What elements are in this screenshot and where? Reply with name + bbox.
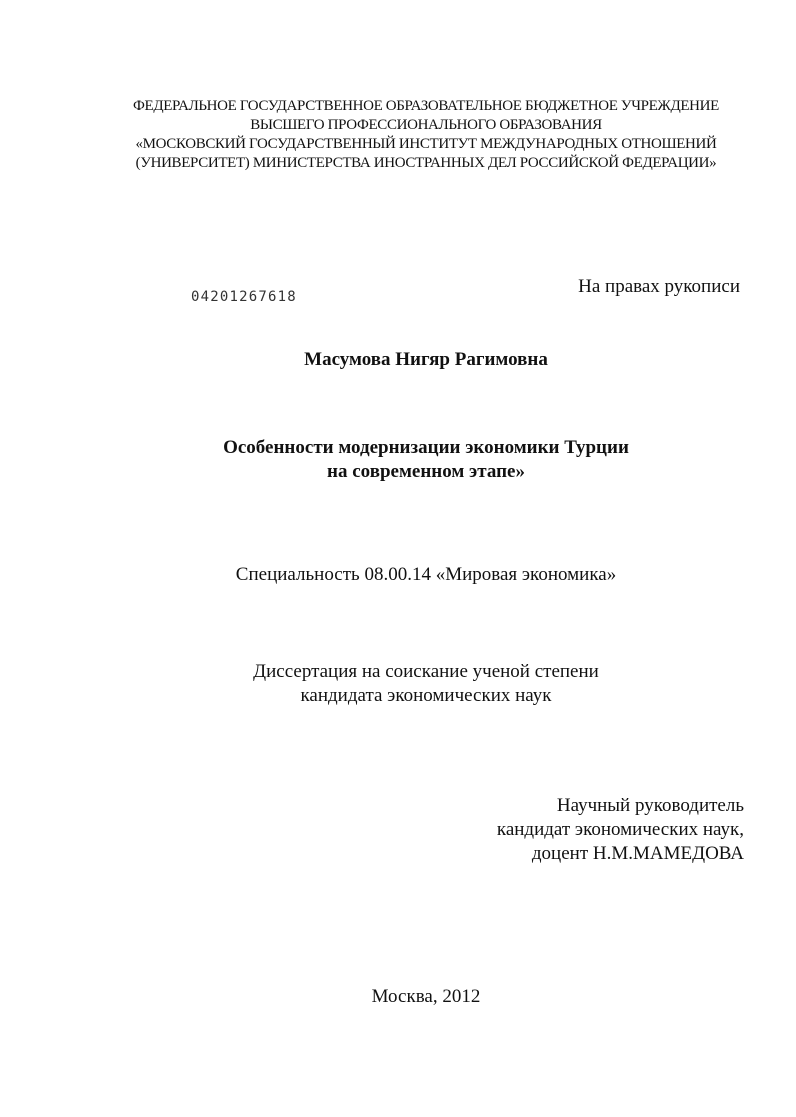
institution-line: (УНИВЕРСИТЕТ) МИНИСТЕРСТВА ИНОСТРАННЫХ ДЕЛ РОССИЙСКОЙ ФЕДЕРАЦИИ» — [135, 155, 717, 171]
institution-header — [60, 97, 792, 173]
supervisor-line: кандидат экономических наук, — [496, 819, 744, 840]
degree-line: Диссертация на соискание ученой степени — [253, 661, 599, 682]
city-year: Москва, 2012 — [371, 986, 481, 1007]
supervisor-line: доцент Н.М.МАМЕДОВА — [531, 843, 744, 864]
dissertation-title — [60, 436, 792, 484]
institution-line: «МОСКОВСКИЙ ГОСУДАРСТВЕННЫЙ ИНСТИТУТ МЕЖДУНАРОДНЫХ ОТНОШЕНИЙ — [135, 136, 717, 152]
degree-line: кандидата экономических наук — [300, 685, 552, 706]
specialty: Специальность 08.00.14 «Мировая экономика» — [235, 564, 617, 585]
title-line: на современном этапе» — [327, 461, 525, 482]
supervisor-block — [497, 794, 744, 866]
author-name: Масумова Нигяр Рагимовна — [304, 349, 548, 370]
institution-line: ФЕДЕРАЛЬНОЕ ГОСУДАРСТВЕННОЕ ОБРАЗОВАТЕЛЬНОЕ БЮДЖЕТНОЕ УЧРЕЖДЕНИЕ — [133, 98, 719, 114]
catalog-number: 04201267618 — [191, 289, 297, 305]
institution-line: ВЫСШЕГО ПРОФЕССИОНАЛЬНОГО ОБРАЗОВАНИЯ — [250, 117, 602, 133]
title-line: Особенности модернизации экономики Турции — [223, 437, 629, 458]
supervisor-line: Научный руководитель — [556, 795, 744, 816]
degree-statement — [60, 660, 792, 708]
manuscript-note: На правах рукописи — [578, 276, 740, 297]
